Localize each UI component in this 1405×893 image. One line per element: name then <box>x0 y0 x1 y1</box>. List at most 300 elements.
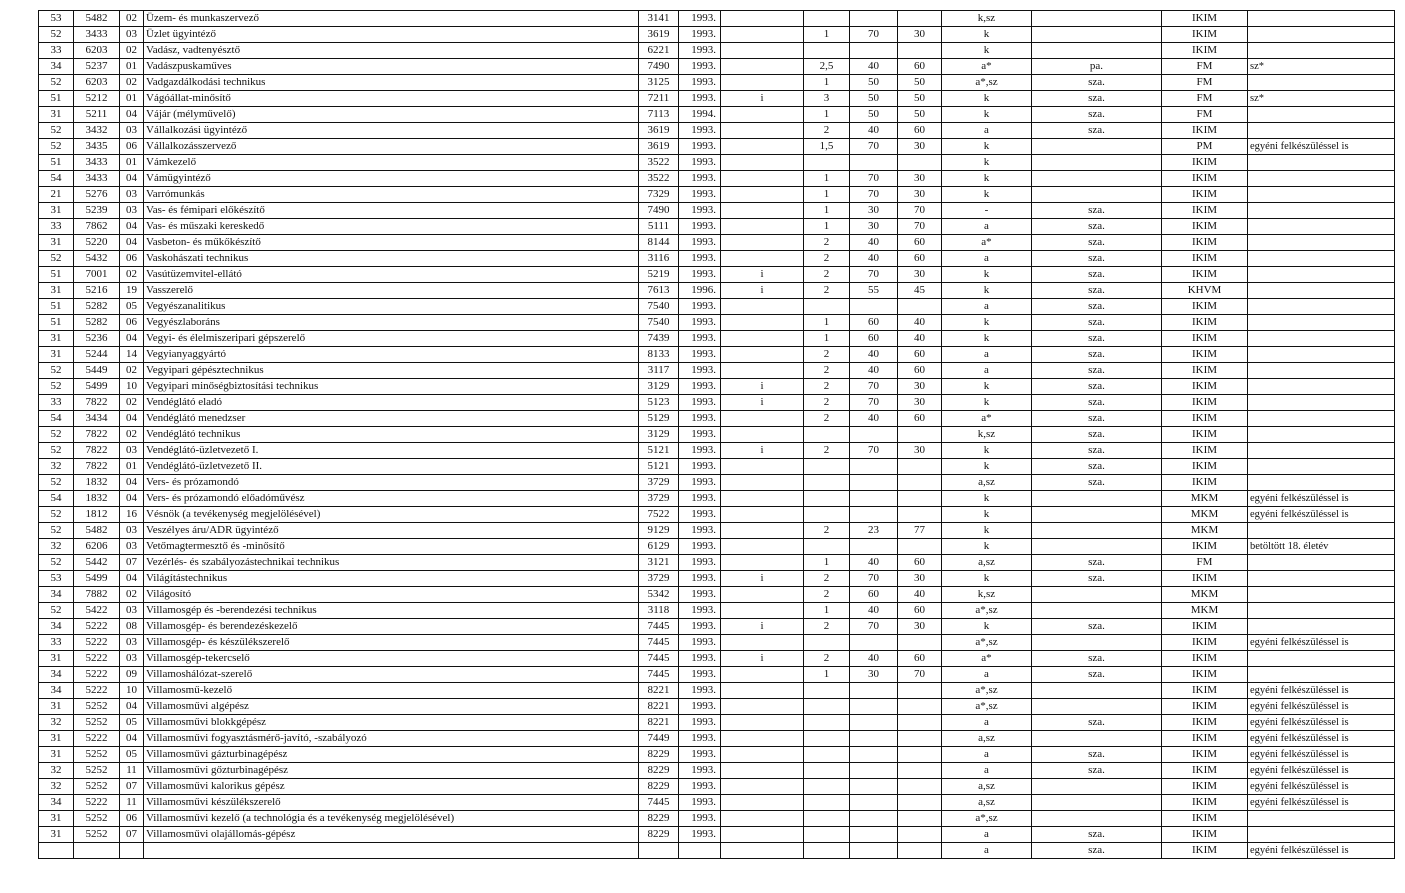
cell-miniszterium: IKIM <box>1162 651 1248 667</box>
cell-elmelet: 40 <box>850 123 898 139</box>
cell-feor: 7540 <box>639 299 679 315</box>
cell-megjegyzes <box>1248 123 1395 139</box>
cell-gyakorlat: 30 <box>898 379 942 395</box>
cell-megjegyzes <box>1248 203 1395 219</box>
cell-szakcsoport: 5252 <box>74 811 120 827</box>
cell-megjegyzes: egyéni felkészüléssel is <box>1248 763 1395 779</box>
cell-miniszterium: FM <box>1162 91 1248 107</box>
cell-feor: 7490 <box>639 59 679 75</box>
cell-szakcsoport: 3433 <box>74 27 120 43</box>
cell-gyakorlat: 60 <box>898 651 942 667</box>
cell-miniszterium: IKIM <box>1162 155 1248 171</box>
cell-megnevezes: Üzem- és munkaszervező <box>144 11 639 27</box>
cell-jel <box>721 427 804 443</box>
cell-idotartam <box>804 779 850 795</box>
cell-vizsga: - <box>942 203 1032 219</box>
cell-jel <box>721 203 804 219</box>
cell-miniszterium: IKIM <box>1162 379 1248 395</box>
cell-miniszterium: IKIM <box>1162 235 1248 251</box>
table-row <box>39 667 1395 683</box>
cell-megnevezes: Üzlet ügyintéző <box>144 27 639 43</box>
cell-megjegyzes <box>1248 267 1395 283</box>
cell-gyakorlat <box>898 459 942 475</box>
cell-gyakorlat: 60 <box>898 123 942 139</box>
table-row <box>39 123 1395 139</box>
cell-megjegyzes: egyéni felkészüléssel is <box>1248 779 1395 795</box>
cell-jel: i <box>721 651 804 667</box>
cell-szakcsoport: 7862 <box>74 219 120 235</box>
cell-szint: 33 <box>39 395 74 411</box>
cell-vizsga: k <box>942 283 1032 299</box>
cell-szint: 51 <box>39 155 74 171</box>
cell-ev: 1993. <box>679 747 721 763</box>
cell-jel <box>721 219 804 235</box>
cell-elmelet <box>850 811 898 827</box>
cell-ev: 1993. <box>679 491 721 507</box>
cell-jel <box>721 59 804 75</box>
cell-gyakorlat: 60 <box>898 555 942 571</box>
cell-megjegyzes: betöltött 18. életév <box>1248 539 1395 555</box>
cell-szint: 51 <box>39 91 74 107</box>
cell-feor: 7449 <box>639 731 679 747</box>
cell-gyakorlat: 30 <box>898 139 942 155</box>
cell-jel <box>721 827 804 843</box>
cell-szakmai <box>1032 507 1162 523</box>
cell-megjegyzes <box>1248 331 1395 347</box>
cell-megjegyzes <box>1248 235 1395 251</box>
cell-szakmai: sza. <box>1032 315 1162 331</box>
cell-szakmai: sza. <box>1032 331 1162 347</box>
cell-sorszam: 03 <box>120 635 144 651</box>
table-row <box>39 139 1395 155</box>
cell-ev: 1993. <box>679 315 721 331</box>
cell-megjegyzes <box>1248 187 1395 203</box>
cell-ev: 1993. <box>679 651 721 667</box>
cell-vizsga: a*,sz <box>942 811 1032 827</box>
cell-miniszterium: IKIM <box>1162 395 1248 411</box>
cell-szint: 52 <box>39 555 74 571</box>
cell-miniszterium: IKIM <box>1162 411 1248 427</box>
cell-miniszterium: IKIM <box>1162 619 1248 635</box>
cell-szint: 52 <box>39 27 74 43</box>
cell-feor: 7445 <box>639 619 679 635</box>
cell-elmelet: 70 <box>850 379 898 395</box>
cell-feor: 6221 <box>639 43 679 59</box>
cell-gyakorlat: 60 <box>898 411 942 427</box>
cell-szint: 54 <box>39 171 74 187</box>
cell-szakcsoport: 5212 <box>74 91 120 107</box>
cell-szakmai: sza. <box>1032 235 1162 251</box>
cell-szakmai: sza. <box>1032 347 1162 363</box>
cell-miniszterium: IKIM <box>1162 683 1248 699</box>
cell-feor: 3619 <box>639 139 679 155</box>
cell-vizsga: k <box>942 331 1032 347</box>
cell-ev: 1993. <box>679 347 721 363</box>
cell-elmelet <box>850 539 898 555</box>
cell-idotartam: 2 <box>804 619 850 635</box>
cell-jel <box>721 75 804 91</box>
cell-sorszam: 02 <box>120 43 144 59</box>
cell-megnevezes: Villamosmű-kezelő <box>144 683 639 699</box>
cell-ev: 1993. <box>679 731 721 747</box>
cell-szakmai: sza. <box>1032 475 1162 491</box>
cell-gyakorlat: 30 <box>898 395 942 411</box>
cell-elmelet <box>850 475 898 491</box>
cell-idotartam: 2,5 <box>804 59 850 75</box>
cell-sorszam: 02 <box>120 267 144 283</box>
cell-vizsga: k <box>942 491 1032 507</box>
cell-szakcsoport: 5482 <box>74 11 120 27</box>
cell-elmelet: 30 <box>850 203 898 219</box>
cell-feor: 3121 <box>639 555 679 571</box>
cell-gyakorlat <box>898 507 942 523</box>
cell-gyakorlat <box>898 683 942 699</box>
occupation-register-table <box>38 10 1395 859</box>
cell-megnevezes: Vámkezelő <box>144 155 639 171</box>
cell-szint: 34 <box>39 587 74 603</box>
cell-ev: 1996. <box>679 283 721 299</box>
cell-megnevezes: Vállalkozási ügyintéző <box>144 123 639 139</box>
cell-szint: 31 <box>39 203 74 219</box>
cell-ev: 1993. <box>679 11 721 27</box>
cell-idotartam: 1 <box>804 107 850 123</box>
cell-jel <box>721 843 804 859</box>
cell-megnevezes: Vegyipari gépésztechnikus <box>144 363 639 379</box>
cell-ev: 1993. <box>679 523 721 539</box>
cell-feor: 9129 <box>639 523 679 539</box>
cell-vizsga: a <box>942 747 1032 763</box>
cell-szint: 52 <box>39 427 74 443</box>
cell-szint: 31 <box>39 331 74 347</box>
cell-miniszterium: IKIM <box>1162 539 1248 555</box>
cell-szakcsoport <box>74 843 120 859</box>
cell-elmelet <box>850 763 898 779</box>
table-row <box>39 203 1395 219</box>
cell-idotartam: 2 <box>804 235 850 251</box>
cell-miniszterium: IKIM <box>1162 203 1248 219</box>
cell-jel: i <box>721 379 804 395</box>
cell-sorszam: 14 <box>120 347 144 363</box>
cell-szint: 52 <box>39 75 74 91</box>
cell-feor: 7490 <box>639 203 679 219</box>
cell-szakmai: sza. <box>1032 299 1162 315</box>
cell-sorszam: 19 <box>120 283 144 299</box>
cell-elmelet <box>850 635 898 651</box>
cell-szakmai <box>1032 731 1162 747</box>
cell-gyakorlat: 70 <box>898 203 942 219</box>
cell-jel <box>721 251 804 267</box>
cell-szakmai: sza. <box>1032 219 1162 235</box>
cell-gyakorlat <box>898 155 942 171</box>
cell-szakcsoport: 5220 <box>74 235 120 251</box>
table-row <box>39 683 1395 699</box>
table-row <box>39 731 1395 747</box>
cell-jel <box>721 315 804 331</box>
cell-megjegyzes <box>1248 315 1395 331</box>
cell-szint: 54 <box>39 491 74 507</box>
cell-jel <box>721 331 804 347</box>
cell-feor: 5129 <box>639 411 679 427</box>
cell-feor: 7613 <box>639 283 679 299</box>
cell-szakcsoport: 6203 <box>74 75 120 91</box>
table-row <box>39 523 1395 539</box>
cell-szint: 32 <box>39 715 74 731</box>
cell-szint: 31 <box>39 699 74 715</box>
cell-elmelet: 40 <box>850 555 898 571</box>
cell-jel: i <box>721 283 804 299</box>
cell-idotartam <box>804 811 850 827</box>
cell-megnevezes: Vendéglátó-üzletvezető II. <box>144 459 639 475</box>
cell-feor: 3619 <box>639 123 679 139</box>
cell-idotartam: 2 <box>804 347 850 363</box>
cell-sorszam: 04 <box>120 731 144 747</box>
table-row <box>39 59 1395 75</box>
cell-sorszam: 04 <box>120 331 144 347</box>
cell-ev: 1993. <box>679 811 721 827</box>
cell-megnevezes: Vegyianyaggyártó <box>144 347 639 363</box>
cell-szakmai <box>1032 187 1162 203</box>
cell-feor: 7522 <box>639 507 679 523</box>
cell-feor: 3619 <box>639 27 679 43</box>
cell-jel <box>721 763 804 779</box>
cell-miniszterium: IKIM <box>1162 187 1248 203</box>
cell-szint: 31 <box>39 731 74 747</box>
cell-szint: 31 <box>39 235 74 251</box>
cell-szakcsoport: 5449 <box>74 363 120 379</box>
cell-sorszam: 10 <box>120 683 144 699</box>
cell-gyakorlat: 60 <box>898 363 942 379</box>
cell-szint: 52 <box>39 139 74 155</box>
cell-megnevezes: Vendéglátó-üzletvezető I. <box>144 443 639 459</box>
table-row <box>39 715 1395 731</box>
cell-szakcsoport: 5282 <box>74 299 120 315</box>
table-row <box>39 763 1395 779</box>
cell-megnevezes: Vers- és prózamondó előadóművész <box>144 491 639 507</box>
cell-elmelet: 70 <box>850 267 898 283</box>
cell-elmelet <box>850 491 898 507</box>
cell-idotartam <box>804 795 850 811</box>
cell-vizsga: k <box>942 187 1032 203</box>
cell-feor: 5121 <box>639 443 679 459</box>
cell-megnevezes: Vájár (mélyművelő) <box>144 107 639 123</box>
table-row <box>39 795 1395 811</box>
cell-idotartam <box>804 459 850 475</box>
cell-ev: 1993. <box>679 715 721 731</box>
cell-szint: 31 <box>39 107 74 123</box>
cell-szakcsoport: 5499 <box>74 571 120 587</box>
cell-idotartam <box>804 427 850 443</box>
cell-gyakorlat: 77 <box>898 523 942 539</box>
cell-miniszterium: IKIM <box>1162 251 1248 267</box>
cell-vizsga: k <box>942 395 1032 411</box>
cell-idotartam: 1 <box>804 75 850 91</box>
cell-idotartam <box>804 763 850 779</box>
cell-megjegyzes <box>1248 27 1395 43</box>
cell-sorszam: 05 <box>120 299 144 315</box>
cell-feor: 8229 <box>639 763 679 779</box>
cell-idotartam: 1 <box>804 187 850 203</box>
cell-miniszterium: MKM <box>1162 507 1248 523</box>
cell-ev: 1993. <box>679 571 721 587</box>
cell-megnevezes: Vadász, vadtenyésztő <box>144 43 639 59</box>
cell-megnevezes: Vegyi- és élelmiszeripari gépszerelő <box>144 331 639 347</box>
table-row <box>39 427 1395 443</box>
cell-elmelet: 70 <box>850 139 898 155</box>
cell-miniszterium: IKIM <box>1162 459 1248 475</box>
cell-gyakorlat: 60 <box>898 235 942 251</box>
cell-feor: 7113 <box>639 107 679 123</box>
cell-vizsga: k <box>942 379 1032 395</box>
cell-elmelet <box>850 699 898 715</box>
cell-idotartam: 2 <box>804 379 850 395</box>
cell-megnevezes: Vaskohászati technikus <box>144 251 639 267</box>
cell-miniszterium: MKM <box>1162 491 1248 507</box>
cell-idotartam: 2 <box>804 523 850 539</box>
cell-szakcsoport: 5222 <box>74 651 120 667</box>
cell-miniszterium: IKIM <box>1162 267 1248 283</box>
cell-sorszam: 06 <box>120 811 144 827</box>
cell-megjegyzes <box>1248 347 1395 363</box>
table-row <box>39 587 1395 603</box>
cell-megnevezes: Villamoshálózat-szerelő <box>144 667 639 683</box>
cell-vizsga: a <box>942 827 1032 843</box>
cell-elmelet <box>850 715 898 731</box>
cell-jel <box>721 155 804 171</box>
cell-jel <box>721 363 804 379</box>
table-row <box>39 843 1395 859</box>
cell-vizsga: k <box>942 507 1032 523</box>
cell-szakcsoport: 7822 <box>74 459 120 475</box>
cell-megjegyzes: sz* <box>1248 91 1395 107</box>
cell-jel: i <box>721 571 804 587</box>
cell-szakcsoport: 7822 <box>74 427 120 443</box>
cell-szakmai <box>1032 603 1162 619</box>
cell-szakmai: sza. <box>1032 715 1162 731</box>
cell-szakcsoport: 5239 <box>74 203 120 219</box>
cell-szint: 53 <box>39 571 74 587</box>
cell-megjegyzes <box>1248 443 1395 459</box>
cell-jel <box>721 507 804 523</box>
cell-vizsga: k,sz <box>942 11 1032 27</box>
table-row <box>39 75 1395 91</box>
cell-megjegyzes <box>1248 603 1395 619</box>
table-row <box>39 347 1395 363</box>
cell-szint: 53 <box>39 11 74 27</box>
cell-gyakorlat: 30 <box>898 443 942 459</box>
cell-idotartam <box>804 11 850 27</box>
cell-feor: 3729 <box>639 491 679 507</box>
table-row <box>39 747 1395 763</box>
cell-sorszam: 07 <box>120 827 144 843</box>
cell-sorszam: 01 <box>120 91 144 107</box>
cell-gyakorlat: 30 <box>898 571 942 587</box>
cell-szakmai: sza. <box>1032 91 1162 107</box>
cell-gyakorlat <box>898 539 942 555</box>
cell-megjegyzes <box>1248 11 1395 27</box>
cell-gyakorlat: 40 <box>898 315 942 331</box>
cell-ev: 1993. <box>679 459 721 475</box>
cell-szakcsoport: 6206 <box>74 539 120 555</box>
cell-sorszam: 02 <box>120 75 144 91</box>
cell-szint: 34 <box>39 667 74 683</box>
table-row <box>39 283 1395 299</box>
cell-elmelet <box>850 795 898 811</box>
cell-megjegyzes: egyéni felkészüléssel is <box>1248 491 1395 507</box>
cell-megjegyzes: egyéni felkészüléssel is <box>1248 139 1395 155</box>
cell-szakmai <box>1032 523 1162 539</box>
cell-ev: 1993. <box>679 363 721 379</box>
cell-szint: 31 <box>39 651 74 667</box>
table-row <box>39 155 1395 171</box>
cell-idotartam: 3 <box>804 91 850 107</box>
cell-szint: 33 <box>39 43 74 59</box>
cell-megnevezes: Vasútüzemvitel-ellátó <box>144 267 639 283</box>
cell-megnevezes: Villamosművi olajállomás-gépész <box>144 827 639 843</box>
cell-ev: 1993. <box>679 763 721 779</box>
cell-szint: 31 <box>39 811 74 827</box>
cell-idotartam <box>804 683 850 699</box>
cell-szakcsoport: 5244 <box>74 347 120 363</box>
cell-szakmai: sza. <box>1032 827 1162 843</box>
table-row <box>39 651 1395 667</box>
cell-szakcsoport: 7822 <box>74 443 120 459</box>
cell-miniszterium: FM <box>1162 75 1248 91</box>
cell-jel <box>721 491 804 507</box>
cell-szakmai: sza. <box>1032 379 1162 395</box>
table-row <box>39 395 1395 411</box>
cell-szakcsoport: 1812 <box>74 507 120 523</box>
cell-feor: 7329 <box>639 187 679 203</box>
cell-miniszterium: IKIM <box>1162 747 1248 763</box>
cell-gyakorlat <box>898 427 942 443</box>
cell-elmelet: 60 <box>850 331 898 347</box>
cell-miniszterium: IKIM <box>1162 347 1248 363</box>
cell-gyakorlat: 30 <box>898 187 942 203</box>
cell-vizsga: k <box>942 171 1032 187</box>
cell-ev: 1993. <box>679 75 721 91</box>
cell-idotartam: 1 <box>804 219 850 235</box>
cell-sorszam: 09 <box>120 667 144 683</box>
cell-gyakorlat: 50 <box>898 107 942 123</box>
cell-sorszam: 02 <box>120 395 144 411</box>
cell-feor: 3129 <box>639 427 679 443</box>
document-page <box>38 10 1394 859</box>
cell-ev: 1993. <box>679 507 721 523</box>
cell-sorszam: 02 <box>120 427 144 443</box>
cell-idotartam <box>804 539 850 555</box>
cell-megjegyzes: egyéni felkészüléssel is <box>1248 747 1395 763</box>
cell-szakmai <box>1032 699 1162 715</box>
cell-szakcsoport: 7882 <box>74 587 120 603</box>
cell-jel <box>721 603 804 619</box>
cell-vizsga: a <box>942 347 1032 363</box>
cell-vizsga: k <box>942 459 1032 475</box>
cell-elmelet <box>850 779 898 795</box>
cell-ev <box>679 843 721 859</box>
cell-szakmai: sza. <box>1032 843 1162 859</box>
cell-szakmai: sza. <box>1032 411 1162 427</box>
cell-miniszterium: IKIM <box>1162 763 1248 779</box>
cell-megnevezes: Villamosművi algépész <box>144 699 639 715</box>
cell-megnevezes <box>144 843 639 859</box>
cell-vizsga: a <box>942 667 1032 683</box>
cell-szakcsoport: 5222 <box>74 635 120 651</box>
cell-szakmai <box>1032 139 1162 155</box>
cell-elmelet <box>850 427 898 443</box>
table-row <box>39 411 1395 427</box>
cell-feor: 8221 <box>639 715 679 731</box>
cell-jel <box>721 123 804 139</box>
